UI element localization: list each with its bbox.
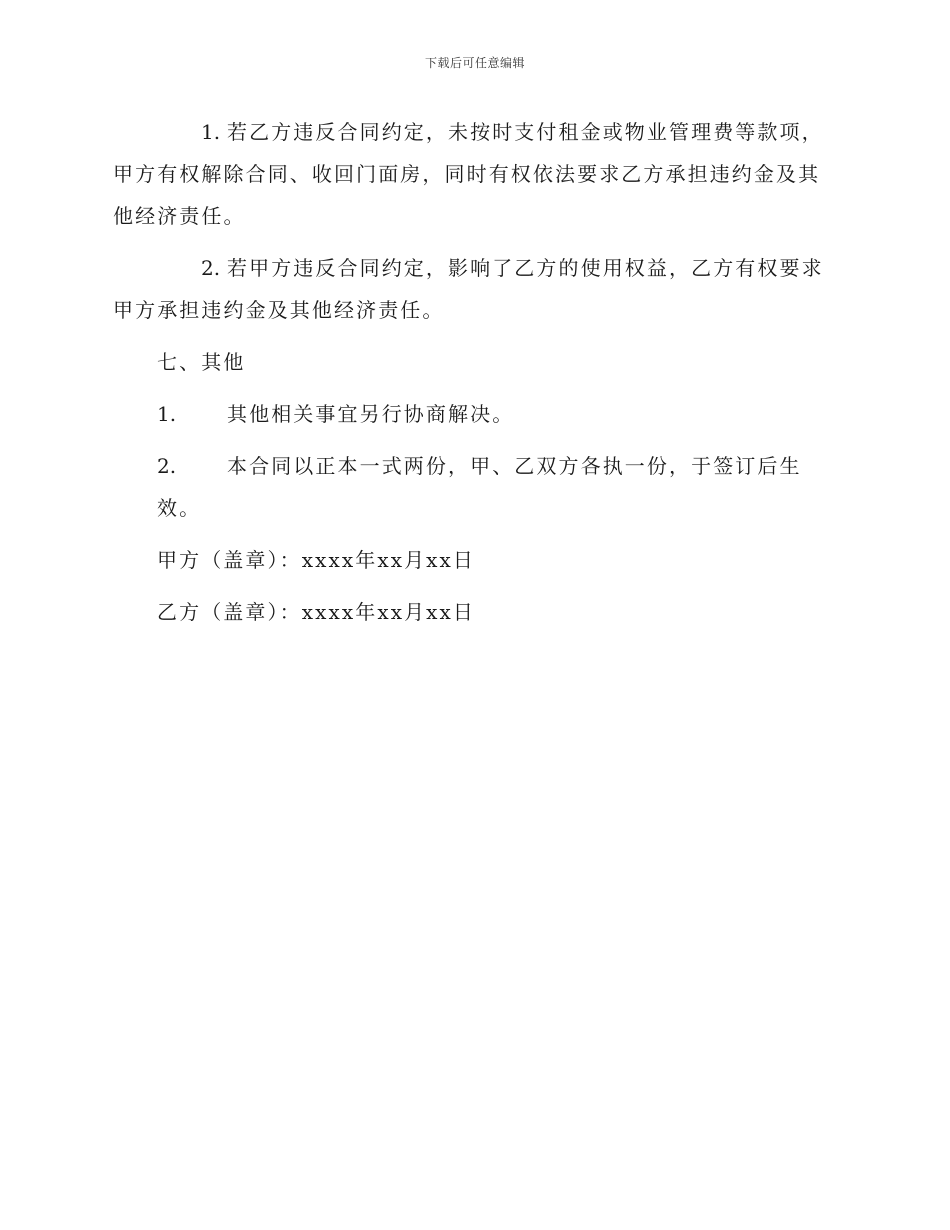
clause-number: 2. — [201, 256, 221, 280]
clause-text: 若甲方违反合同约定，影响了乙方的使用权益，乙方有权要求甲方承担违约金及其他经济责任。 — [113, 256, 824, 322]
signature-party-b: 乙方（盖章）：xxxx年xx月xx日 — [157, 600, 476, 624]
section-item-1 — [113, 393, 831, 435]
section-heading: 七、其他 — [157, 350, 246, 374]
item-number: 1. — [157, 402, 177, 426]
signature-party-a: 甲方（盖章）：xxxx年xx月xx日 — [157, 548, 476, 572]
item-text: 本合同以正本一式两份，甲、乙双方各执一份，于签订后生效。 — [157, 454, 802, 520]
item-number: 2. — [157, 454, 177, 478]
clause-number: 1. — [201, 120, 221, 144]
document-body — [113, 111, 831, 643]
clause-paragraph-2 — [113, 247, 831, 331]
clause-paragraph-1 — [113, 111, 831, 237]
page-header-note: 下载后可任意编辑 — [424, 56, 525, 70]
section-item-2 — [113, 445, 831, 529]
clause-text: 若乙方违反合同约定，未按时支付租金或物业管理费等款项，甲方有权解除合同、收回门面房，同时有权依法要求乙方承担违约金及其他经济责任。 — [113, 120, 824, 228]
item-text: 其他相关事宜另行协商解决。 — [227, 402, 515, 426]
